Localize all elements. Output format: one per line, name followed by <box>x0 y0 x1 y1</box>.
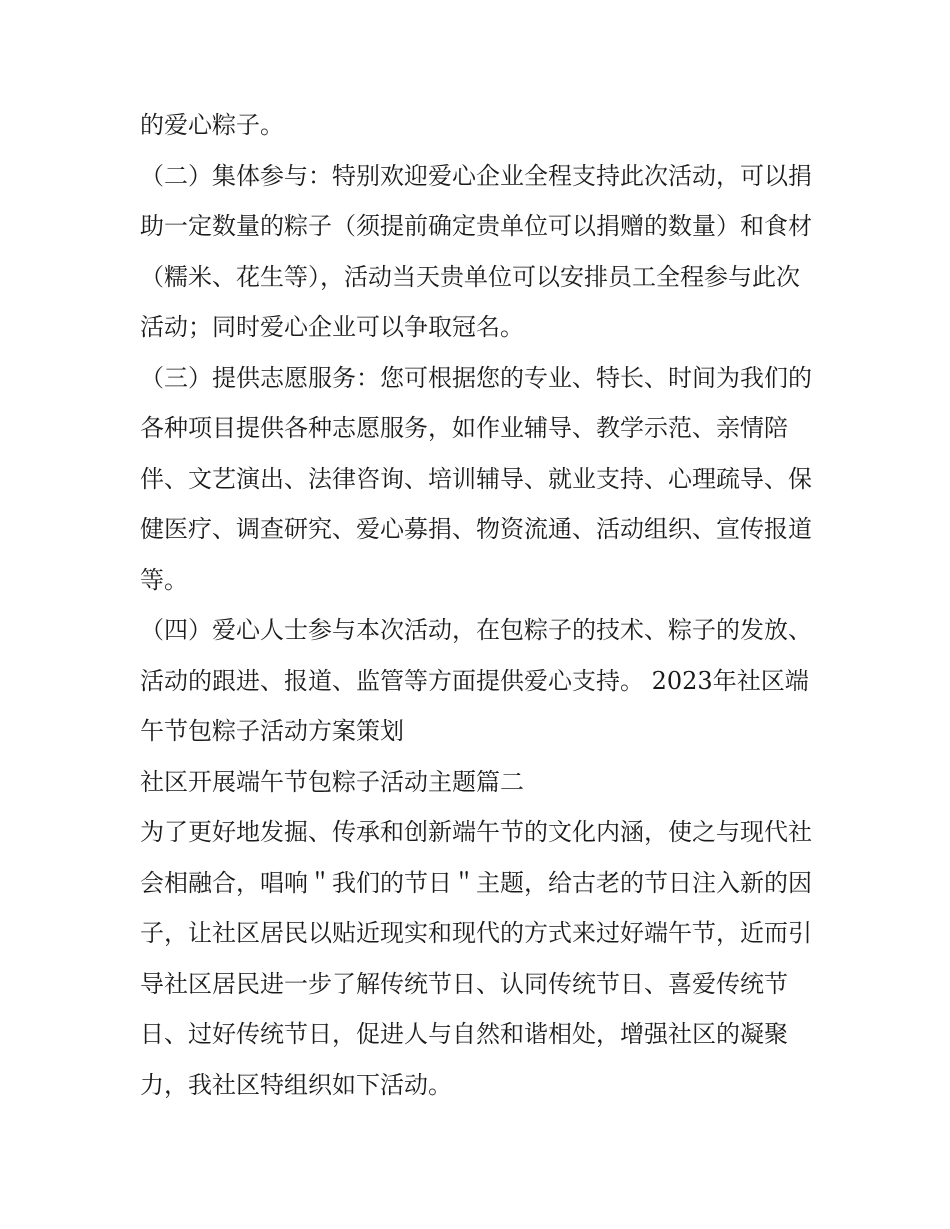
section-heading: 社区开展端午节包粽子活动主题篇二 <box>140 767 524 796</box>
paragraph-continuation: 的爱心粽子。 <box>140 111 284 139</box>
paragraph-collective-participation: （二）集体参与：特别欢迎爱心企业全程支持此次活动，可以捐助一定数量的粽子（须提前确定贵单位可以捐赠的数量）和食材（糯米、花生等），活动当天贵单位可以安排员工全程参与此次活动；同时爱心企业可以争取冠名。 <box>140 161 812 341</box>
paragraph-volunteer-service: （三）提供志愿服务：您可根据您的专业、特长、时间为我们的各种项目提供各种志愿服务，如作业辅导、教学示范、亲情陪伴、文艺演出、法律咨询、培训辅导、就业支持、心理疏导、保健医疗、调查研究、爱心募捐、物资流通、活动组织、宣传报道等。 <box>140 363 812 594</box>
paragraph-intro: 为了更好地发掘、传承和创新端午节的文化内涵，使之与现代社会相融合，唱响＂我们的节日＂主题，给古老的节日注入新的因子，让社区居民以贴近现实和现代的方式来过好端午节，近而引导社区居民进一步了解传统节日、认同传统节日、喜爱传统节日、过好传统节日，促进人与自然和谐相处，增强社区的凝聚力，我社区特组织如下活动。 <box>140 818 812 1099</box>
document-page <box>140 100 820 1110</box>
paragraph-caring-people: （四）爱心人士参与本次活动，在包粽子的技术、粽子的发放、活动的跟进、报道、监管等方面提供爱心支持。 2023年社区端午节包粽子活动方案策划 <box>140 616 812 745</box>
